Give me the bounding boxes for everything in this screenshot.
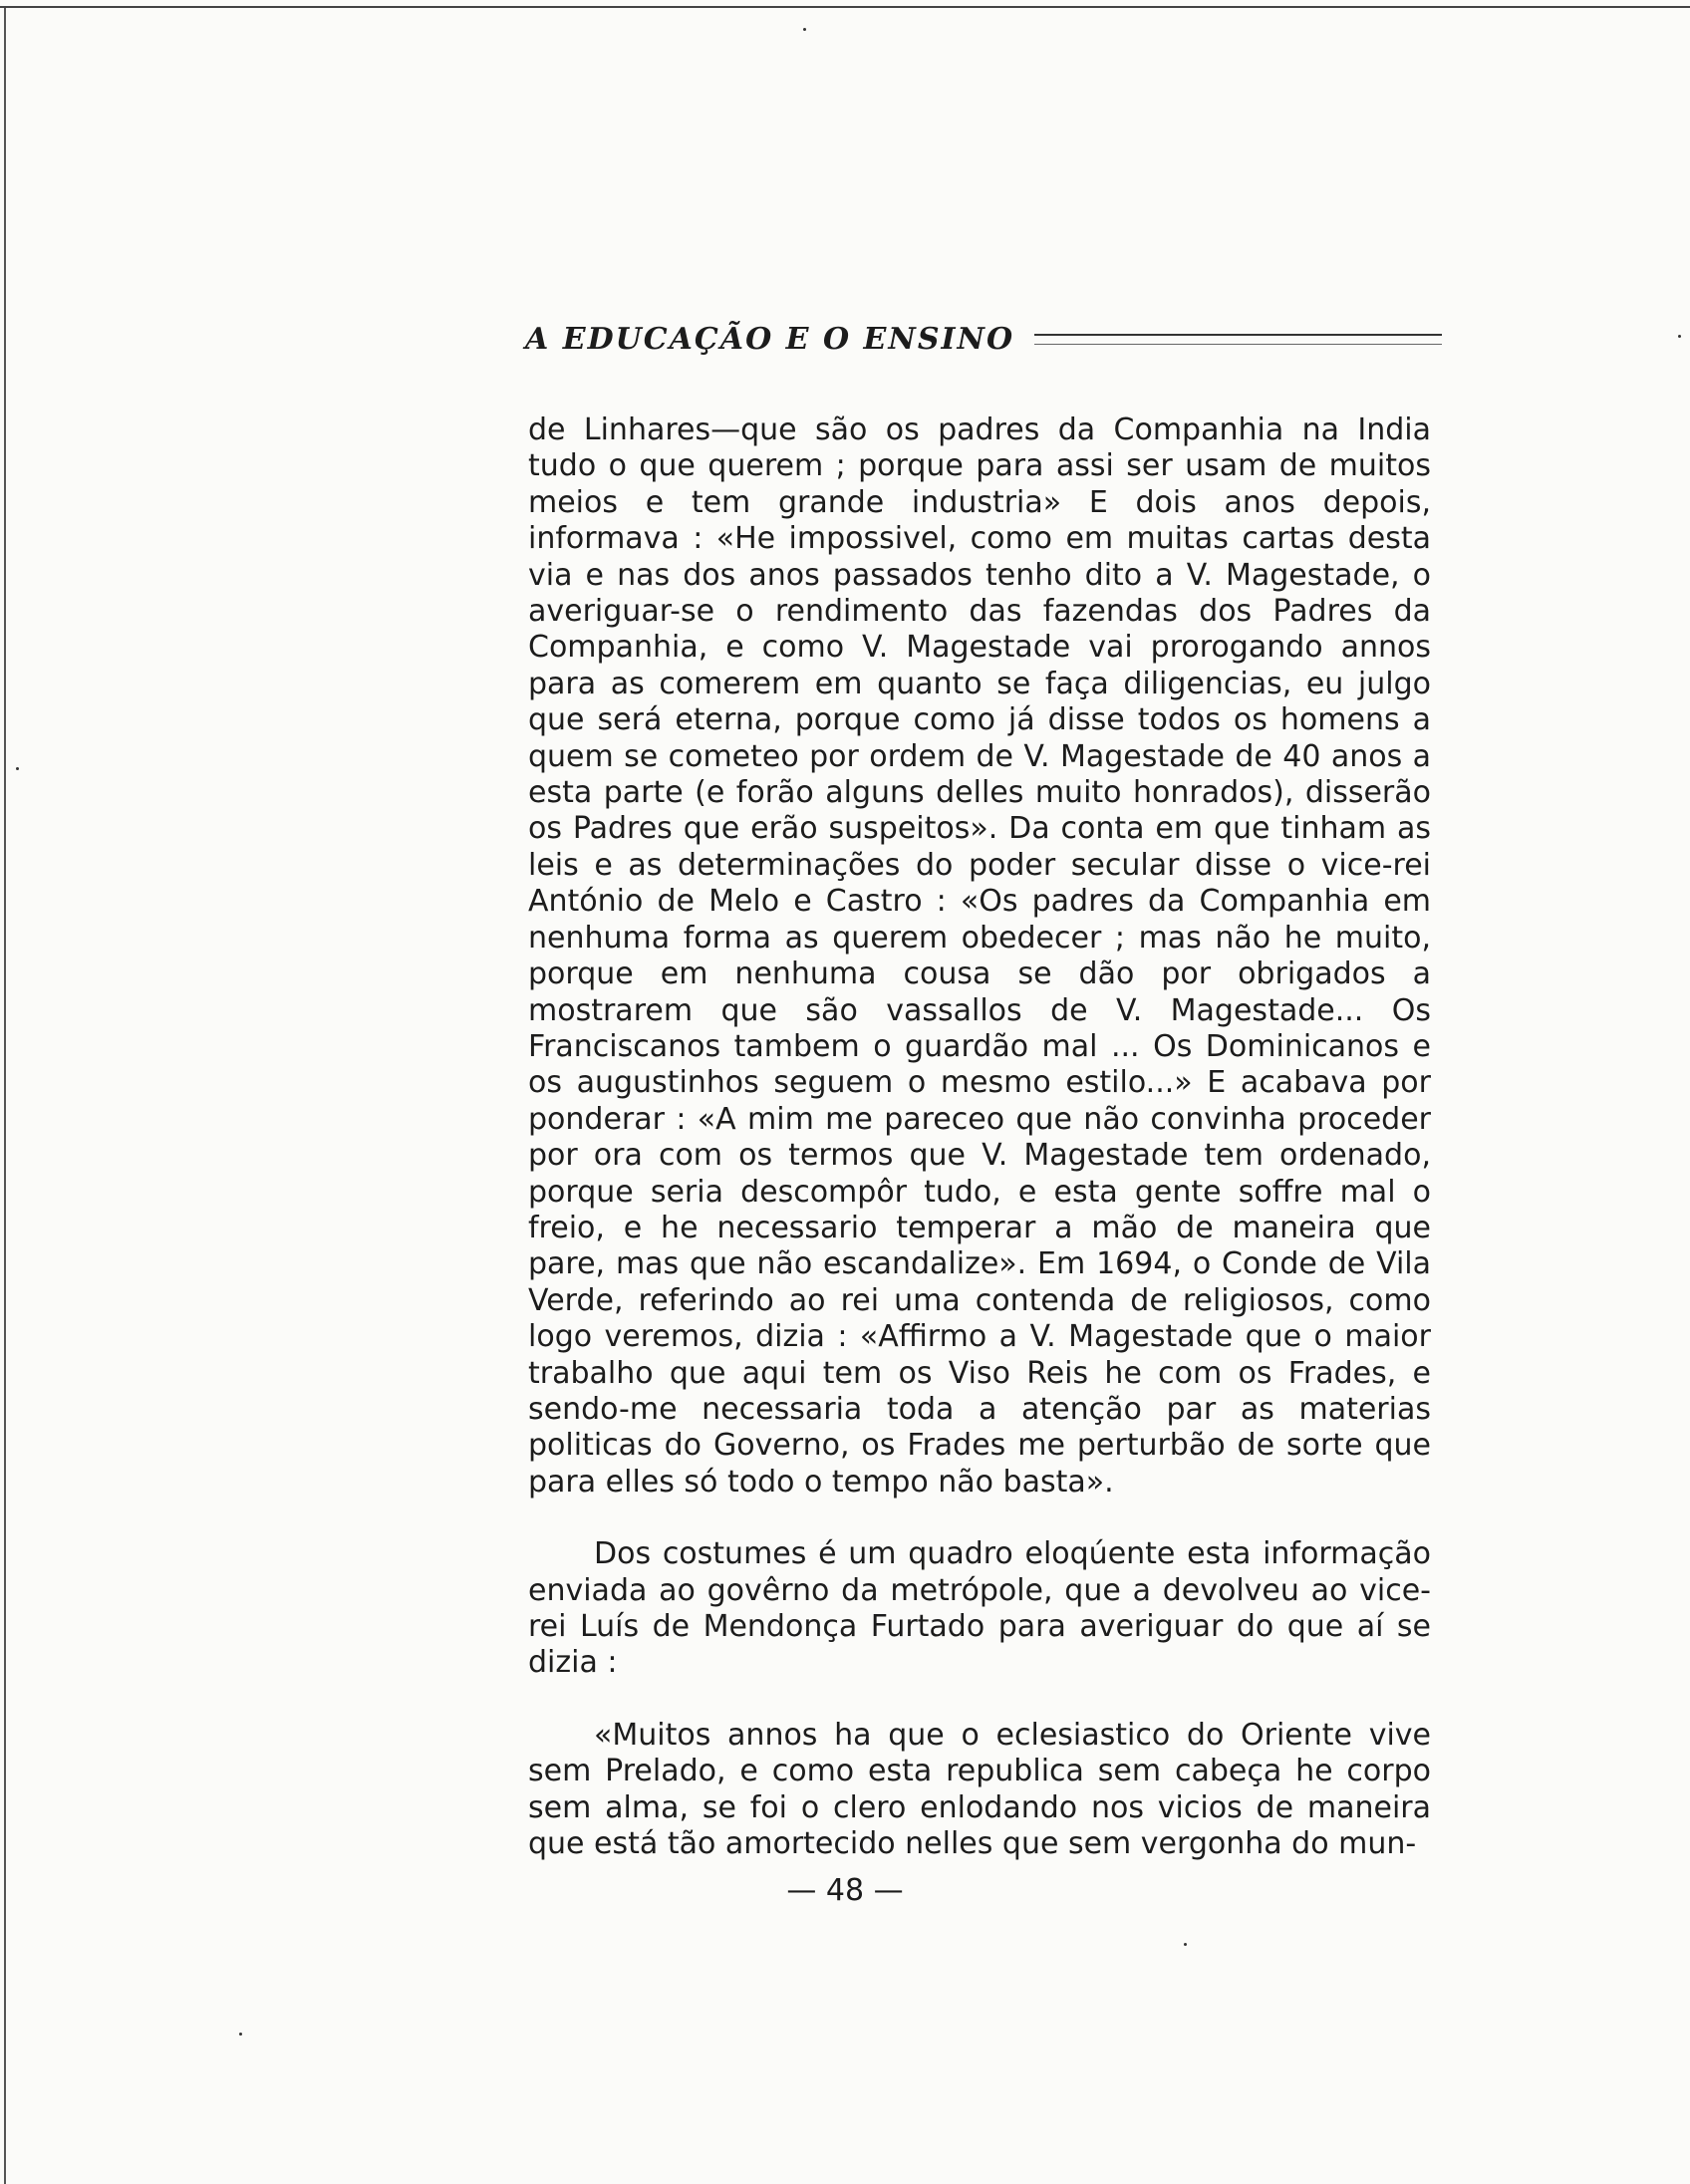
quoted-paragraph: «Muitos annos ha que o eclesiastico do Oriente vive sem Prelado, e como esta republica sem cabeça he corpo sem alma, se foi o clero enlodando nos vicios de maneira que está tão amortecido nelles que sem vergonha do mun-	[528, 1717, 1431, 1862]
scan-edge-left	[4, 8, 6, 2184]
dust-speck	[1184, 1943, 1187, 1946]
dust-speck	[239, 2033, 242, 2036]
scan-edge-top	[0, 6, 1690, 8]
paragraph: Dos costumes é um quadro eloqúente esta informação enviada ao govêrno da metrópole, que a devolveu ao vice-rei Luís de Mendonça Furtado para averiguar do que aí se dizia :	[528, 1536, 1431, 1681]
dust-speck	[803, 28, 806, 31]
running-head	[525, 319, 1442, 359]
paragraph: de Linhares—que são os padres da Companhia na India tudo o que querem ; porque para assi ser usam de muitos meios e tem grande industria» E dois anos depois, informava : «He impossivel, como em muitas cartas desta via e nas dos anos passados tenho dito a V. Magestade, o averiguar-se o rendimento das fazendas dos Padres da Companhia, e como V. Magestade vai prorogando annos para as comerem em quanto se faça diligencias, eu julgo que será eterna, porque como já disse todos os homens a quem se cometeo por ordem de V. Magestade de 40 anos a esta parte (e forão alguns delles muito honrados), disserão os Padres que erão suspeitos». Da conta em que tinham as leis e as determinações do poder secular disse o vice-rei António de Melo e Castro : «Os padres da Companhia em nenhuma forma as querem obedecer ; mas não he muito, porque em nenhuma cousa se dão por obrigados a mostrarem que são vassallos de V. Magestade... Os Franciscanos tambem o guardão mal ... Os Dominicanos e os augustinhos seguem o mesmo estilo...» E acabava por ponderar : «A mim me pareceo que não convinha proceder por ora com os termos que V. Magestade tem ordenado, porque seria descompôr tudo, e esta gente soffre mal o freio, e he necessario temperar a mão de maneira que pare, mas que não escandalize». Em 1694, o Conde de Vila Verde, referindo ao rei uma contenda de religiosos, como logo veremos, dizia : «Affirmo a V. Magestade que o maior trabalho que aqui tem os Viso Reis he com os Frades, e sendo-me necessaria toda a atenção par as materias politicas do Governo, os Frades me perturbão de sorte que para elles só todo o tempo não basta».	[528, 412, 1431, 1500]
dust-speck	[16, 767, 19, 770]
page-number: — 48 —	[786, 1873, 904, 1908]
dust-speck	[1678, 335, 1681, 338]
running-head-title: A EDUCAÇÃO E O ENSINO	[525, 321, 1015, 357]
body-text	[528, 412, 1431, 1862]
running-head-rule	[1034, 334, 1442, 345]
